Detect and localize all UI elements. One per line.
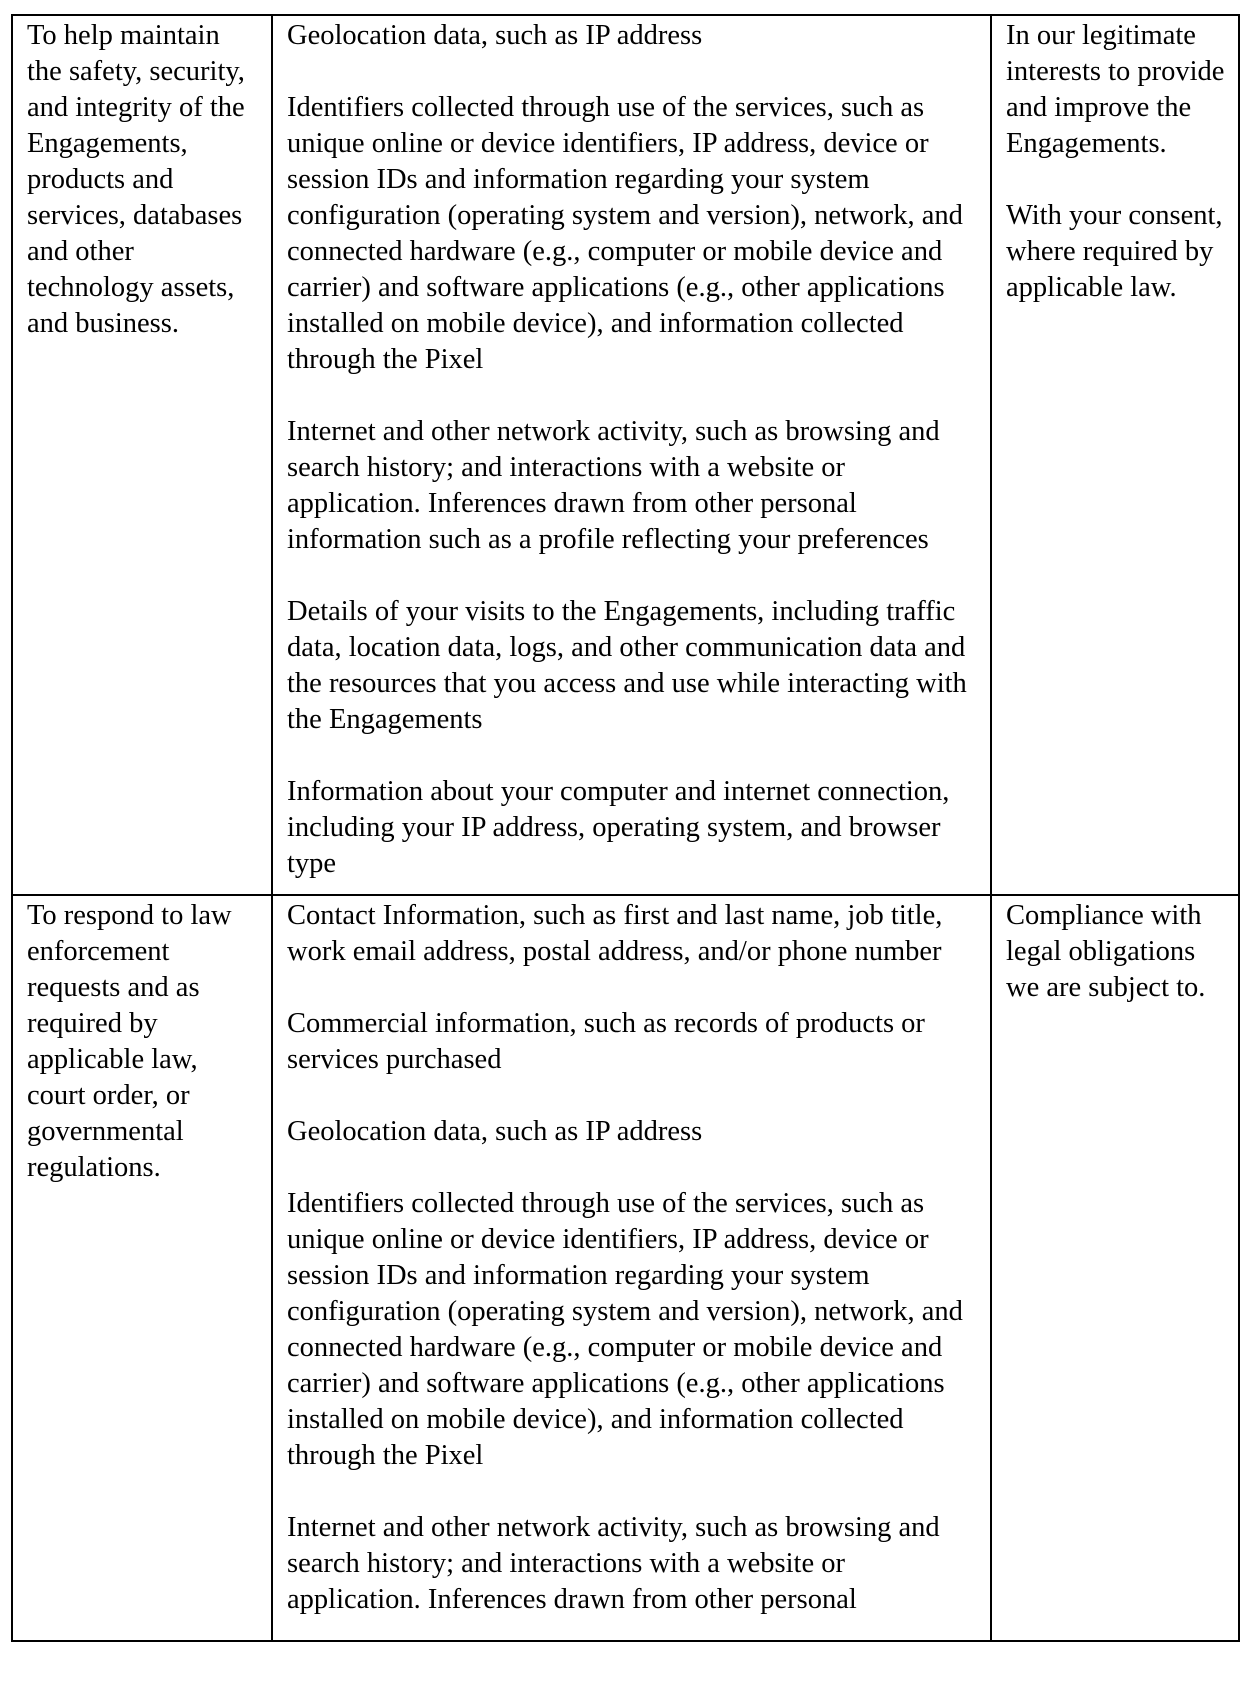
legal-basis-cell xyxy=(991,895,1239,1641)
purpose-text: To respond to law enforcement requests and as required by applicable law, court order, or governmental regulations. xyxy=(27,900,232,1183)
category-item: Commercial information, such as records of products or services purchased xyxy=(287,1008,925,1075)
categories-cell xyxy=(272,15,991,895)
category-item: Geolocation data, such as IP address xyxy=(287,1116,703,1147)
category-item: Geolocation data, such as IP address xyxy=(287,20,703,51)
table-row xyxy=(12,15,1239,895)
category-item: Information about your computer and internet connection, including your IP address, operating system, and browser type xyxy=(287,776,950,879)
processing-purposes-table xyxy=(11,14,1240,1642)
purpose-text: To help maintain the safety, security, and integrity of the Engagements, products and services, databases and other technology assets, and business. xyxy=(27,20,245,339)
legal-basis-item: Compliance with legal obligations we are subject to. xyxy=(1006,900,1206,1003)
category-item: Internet and other network activity, such as browsing and search history; and interactions with a website or application. Inferences drawn from other personal information such as a profile reflecting your preferences xyxy=(287,416,940,555)
category-item: Details of your visits to the Engagements, including traffic data, location data, logs, and other communication data and the resources that you access and use while interacting with the Engagements xyxy=(287,596,967,735)
category-item: Identifiers collected through use of the services, such as unique online or device identifiers, IP address, device or session IDs and information regarding your system configuration (operating system and version), network, and connected hardware (e.g., computer or mobile device and carrier) and software applications (e.g., other applications installed on mobile device), and information collected through the Pixel xyxy=(287,1188,963,1471)
legal-basis-cell xyxy=(991,15,1239,895)
legal-basis-item: With your consent, where required by applicable law. xyxy=(1006,200,1223,303)
category-item: Internet and other network activity, such as browsing and search history; and interactions with a website or application. Inferences drawn from other personal xyxy=(287,1512,940,1615)
categories-cell xyxy=(272,895,991,1641)
category-item: Identifiers collected through use of the services, such as unique online or device identifiers, IP address, device or session IDs and information regarding your system configuration (operating system and version), network, and connected hardware (e.g., computer or mobile device and carrier) and software applications (e.g., other applications installed on mobile device), and information collected through the Pixel xyxy=(287,92,963,375)
legal-basis-item: In our legitimate interests to provide and improve the Engagements. xyxy=(1006,20,1225,159)
table-row xyxy=(12,895,1239,1641)
purpose-cell xyxy=(12,895,272,1641)
category-item: Contact Information, such as first and last name, job title, work email address, postal address, and/or phone number xyxy=(287,900,943,967)
purpose-cell xyxy=(12,15,272,895)
